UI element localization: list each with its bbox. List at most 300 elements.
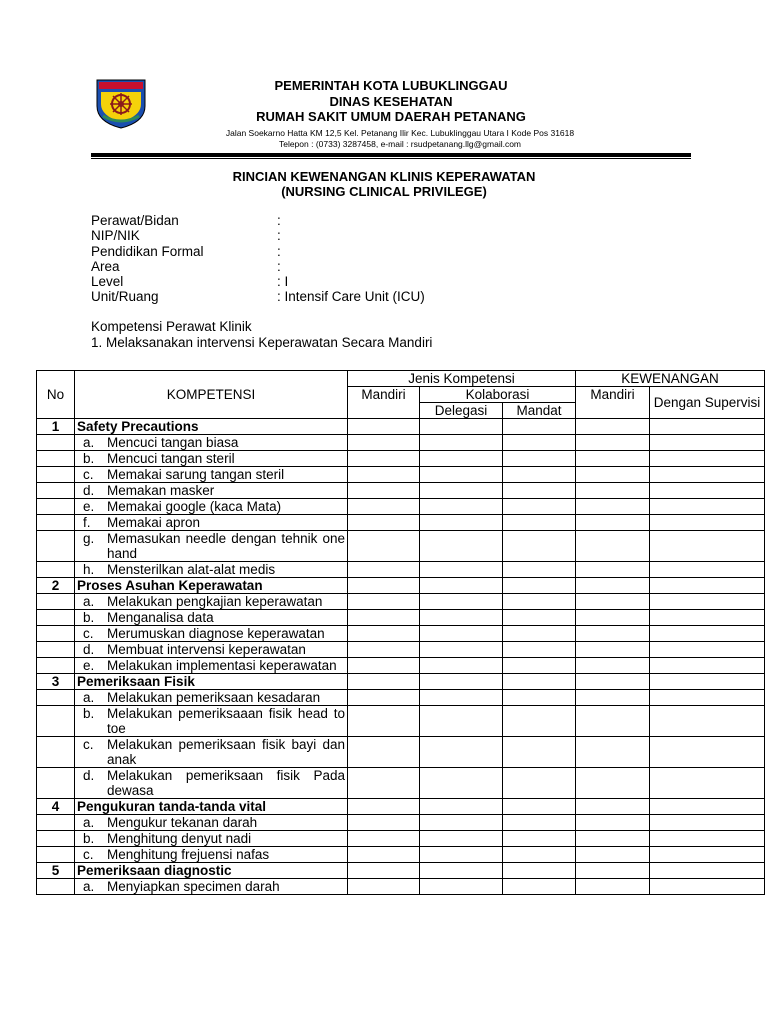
list-item <box>77 768 345 798</box>
checkbox-cell[interactable] <box>503 863 576 879</box>
checkbox-cell[interactable] <box>348 483 420 499</box>
item-letter: b. <box>83 610 95 625</box>
checkbox-cell[interactable] <box>576 642 650 658</box>
group-number: 2 <box>37 578 75 594</box>
group-name: Proses Asuhan Keperawatan <box>75 578 348 594</box>
checkbox-cell[interactable] <box>650 483 765 499</box>
doc-title: RINCIAN KEWENANGAN KLINIS KEPERAWATAN <box>232 169 536 184</box>
item-letter: g. <box>83 531 95 546</box>
checkbox-cell[interactable] <box>420 531 503 562</box>
header-supervisi: Dengan Supervisi <box>650 387 765 419</box>
field-row <box>91 259 425 274</box>
checkbox-cell[interactable] <box>576 483 650 499</box>
checkbox-cell[interactable] <box>348 499 420 515</box>
table-row <box>37 863 765 879</box>
checkbox-cell[interactable] <box>650 419 765 435</box>
checkbox-cell[interactable] <box>348 799 420 815</box>
list-item <box>77 847 345 862</box>
checkbox-cell[interactable] <box>503 594 576 610</box>
checkbox-cell[interactable] <box>503 562 576 578</box>
checkbox-cell[interactable] <box>650 435 765 451</box>
item-cell <box>75 658 348 674</box>
item-letter: a. <box>83 594 95 609</box>
item-cell <box>75 594 348 610</box>
checkbox-cell[interactable] <box>503 690 576 706</box>
identity-fields <box>91 213 425 305</box>
checkbox-cell[interactable] <box>420 435 503 451</box>
table-row <box>37 562 765 578</box>
item-letter: c. <box>83 847 94 862</box>
city-logo <box>93 76 149 130</box>
group-name: Pemeriksaan Fisik <box>75 674 348 690</box>
checkbox-cell[interactable] <box>576 435 650 451</box>
checkbox-cell[interactable] <box>576 690 650 706</box>
checkbox-cell[interactable] <box>503 831 576 847</box>
list-item <box>77 626 345 641</box>
checkbox-cell[interactable] <box>650 706 765 737</box>
table-row <box>37 847 765 863</box>
checkbox-cell[interactable] <box>576 815 650 831</box>
field-row <box>91 289 425 304</box>
checkbox-cell[interactable] <box>650 467 765 483</box>
item-cell <box>75 451 348 467</box>
group-name: Pemeriksaan diagnostic <box>75 863 348 879</box>
field-row <box>91 244 425 259</box>
table-row <box>37 706 765 737</box>
header-mandiri: Mandiri <box>348 387 420 419</box>
field-value: : <box>277 213 281 228</box>
checkbox-cell[interactable] <box>420 562 503 578</box>
checkbox-cell[interactable] <box>650 831 765 847</box>
checkbox-cell[interactable] <box>503 610 576 626</box>
item-text: Melakukan pemeriksaan kesadaran <box>107 690 321 705</box>
list-item <box>77 690 345 705</box>
empty-no-cell <box>37 626 75 642</box>
field-label: Unit/Ruang <box>91 289 159 305</box>
header-government: PEMERINTAH KOTA LUBUKLINGGAU <box>274 78 508 93</box>
item-text: Mencuci tangan biasa <box>107 435 239 450</box>
checkbox-cell[interactable] <box>420 658 503 674</box>
checkbox-cell[interactable] <box>576 768 650 799</box>
group-number: 4 <box>37 799 75 815</box>
checkbox-cell[interactable] <box>348 863 420 879</box>
field-value: : <box>277 258 281 274</box>
checkbox-cell[interactable] <box>420 768 503 799</box>
checkbox-cell[interactable] <box>348 435 420 451</box>
checkbox-cell[interactable] <box>503 499 576 515</box>
empty-no-cell <box>37 706 75 737</box>
item-text: Membuat intervensi keperawatan <box>107 642 306 657</box>
field-row <box>91 228 425 243</box>
item-letter: a. <box>83 690 95 705</box>
checkbox-cell[interactable] <box>503 658 576 674</box>
checkbox-cell[interactable] <box>420 737 503 768</box>
item-cell <box>75 831 348 847</box>
checkbox-cell[interactable] <box>503 515 576 531</box>
field-label: Pendidikan Formal <box>91 243 204 259</box>
checkbox-cell[interactable] <box>503 768 576 799</box>
header-kompetensi: KOMPETENSI <box>75 371 348 419</box>
checkbox-cell[interactable] <box>576 515 650 531</box>
table-row <box>37 879 765 895</box>
empty-no-cell <box>37 815 75 831</box>
empty-no-cell <box>37 435 75 451</box>
list-item <box>77 737 345 767</box>
checkbox-cell[interactable] <box>650 531 765 562</box>
header-kolaborasi: Kolaborasi <box>420 387 576 403</box>
checkbox-cell[interactable] <box>650 578 765 594</box>
item-cell <box>75 706 348 737</box>
item-cell <box>75 690 348 706</box>
empty-no-cell <box>37 499 75 515</box>
list-item <box>77 562 345 577</box>
empty-no-cell <box>37 467 75 483</box>
checkbox-cell[interactable] <box>348 626 420 642</box>
empty-no-cell <box>37 483 75 499</box>
checkbox-cell[interactable] <box>420 610 503 626</box>
checkbox-cell[interactable] <box>650 562 765 578</box>
item-letter: e. <box>83 658 95 673</box>
checkbox-cell[interactable] <box>348 594 420 610</box>
field-value: : <box>277 228 281 244</box>
table-row <box>37 594 765 610</box>
item-cell <box>75 483 348 499</box>
checkbox-cell[interactable] <box>576 658 650 674</box>
list-item <box>77 499 345 514</box>
checkbox-cell[interactable] <box>576 674 650 690</box>
checkbox-cell[interactable] <box>576 799 650 815</box>
checkbox-cell[interactable] <box>503 879 576 895</box>
item-cell <box>75 737 348 768</box>
checkbox-cell[interactable] <box>348 578 420 594</box>
checkbox-cell[interactable] <box>348 847 420 863</box>
checkbox-cell[interactable] <box>576 706 650 737</box>
checkbox-cell[interactable] <box>420 642 503 658</box>
section-heading: Kompetensi Perawat Klinik <box>91 319 252 334</box>
item-text: Memasukan needle dengan tehnik one hand <box>107 531 345 561</box>
checkbox-cell[interactable] <box>348 451 420 467</box>
checkbox-cell[interactable] <box>576 578 650 594</box>
group-number: 3 <box>37 674 75 690</box>
table-row <box>37 799 765 815</box>
list-item <box>77 531 345 561</box>
header-kw-mandiri: Mandiri <box>576 387 650 419</box>
item-text: Memakai sarung tangan steril <box>107 467 285 482</box>
checkbox-cell[interactable] <box>420 879 503 895</box>
checkbox-cell[interactable] <box>420 467 503 483</box>
item-letter: b. <box>83 706 95 721</box>
empty-no-cell <box>37 531 75 562</box>
checkbox-cell[interactable] <box>576 531 650 562</box>
item-letter: a. <box>83 879 95 894</box>
field-value: : Intensif Care Unit (ICU) <box>277 289 425 305</box>
checkbox-cell[interactable] <box>420 831 503 847</box>
competency-table <box>36 370 765 895</box>
field-label: NIP/NIK <box>91 228 140 244</box>
checkbox-cell[interactable] <box>576 863 650 879</box>
checkbox-cell[interactable] <box>576 451 650 467</box>
checkbox-cell[interactable] <box>348 467 420 483</box>
checkbox-cell[interactable] <box>650 642 765 658</box>
group-name: Safety Precautions <box>75 419 348 435</box>
list-item <box>77 815 345 830</box>
checkbox-cell[interactable] <box>650 737 765 768</box>
field-row <box>91 274 425 289</box>
item-text: Mengukur tekanan darah <box>107 815 258 830</box>
item-text: Mencuci tangan steril <box>107 451 235 466</box>
table-row <box>37 658 765 674</box>
item-text: Menganalisa data <box>107 610 214 625</box>
checkbox-cell[interactable] <box>650 768 765 799</box>
group-number: 5 <box>37 863 75 879</box>
table-body <box>37 419 765 895</box>
checkbox-cell[interactable] <box>650 658 765 674</box>
item-letter: c. <box>83 467 94 482</box>
item-cell <box>75 610 348 626</box>
checkbox-cell[interactable] <box>503 626 576 642</box>
empty-no-cell <box>37 831 75 847</box>
checkbox-cell[interactable] <box>650 879 765 895</box>
table-row <box>37 451 765 467</box>
item-text: Memakai google (kaca Mata) <box>107 499 282 514</box>
item-text: Melakukan pemeriksaaan fisik head to toe <box>107 706 345 736</box>
checkbox-cell[interactable] <box>348 815 420 831</box>
checkbox-cell[interactable] <box>576 737 650 768</box>
header-rule-thick <box>91 153 691 157</box>
header-department: DINAS KESEHATAN <box>329 94 453 109</box>
item-text: Memakai apron <box>107 515 201 530</box>
checkbox-cell[interactable] <box>348 674 420 690</box>
table-row <box>37 435 765 451</box>
checkbox-cell[interactable] <box>576 610 650 626</box>
table-row <box>37 768 765 799</box>
header-address: Jalan Soekarno Hatta KM 12,5 Kel. Petanang Ilir Kec. Lubuklinggau Utara I Kode Pos 31618 <box>225 128 575 138</box>
checkbox-cell[interactable] <box>348 515 420 531</box>
item-letter: c. <box>83 737 94 752</box>
checkbox-cell[interactable] <box>348 879 420 895</box>
checkbox-cell[interactable] <box>650 610 765 626</box>
checkbox-cell[interactable] <box>420 706 503 737</box>
checkbox-cell[interactable] <box>348 531 420 562</box>
item-cell <box>75 499 348 515</box>
table-row <box>37 467 765 483</box>
header-hospital: RUMAH SAKIT UMUM DAERAH PETANANG <box>256 109 526 124</box>
checkbox-cell[interactable] <box>420 690 503 706</box>
checkbox-cell[interactable] <box>420 578 503 594</box>
list-item <box>77 451 345 466</box>
item-letter: d. <box>83 768 95 783</box>
table-row <box>37 483 765 499</box>
checkbox-cell[interactable] <box>503 706 576 737</box>
item-cell <box>75 642 348 658</box>
header-delegasi: Delegasi <box>420 403 503 419</box>
checkbox-cell[interactable] <box>348 658 420 674</box>
table-row <box>37 831 765 847</box>
item-cell <box>75 626 348 642</box>
checkbox-cell[interactable] <box>348 690 420 706</box>
item-letter: e. <box>83 499 95 514</box>
list-item <box>77 483 345 498</box>
list-item <box>77 879 345 894</box>
empty-no-cell <box>37 610 75 626</box>
checkbox-cell[interactable] <box>420 499 503 515</box>
item-cell <box>75 847 348 863</box>
empty-no-cell <box>37 562 75 578</box>
table-row <box>37 674 765 690</box>
item-letter: a. <box>83 815 95 830</box>
header-no: No <box>37 371 75 419</box>
checkbox-cell[interactable] <box>650 847 765 863</box>
checkbox-cell[interactable] <box>503 483 576 499</box>
item-cell <box>75 531 348 562</box>
checkbox-cell[interactable] <box>650 674 765 690</box>
item-text: Melakukan pengkajian keperawatan <box>107 594 323 609</box>
checkbox-cell[interactable] <box>420 594 503 610</box>
checkbox-cell[interactable] <box>503 451 576 467</box>
checkbox-cell[interactable] <box>650 863 765 879</box>
item-cell <box>75 467 348 483</box>
list-item <box>77 610 345 625</box>
checkbox-cell[interactable] <box>348 642 420 658</box>
checkbox-cell[interactable] <box>348 831 420 847</box>
checkbox-cell[interactable] <box>650 815 765 831</box>
checkbox-cell[interactable] <box>503 531 576 562</box>
checkbox-cell[interactable] <box>420 863 503 879</box>
item-letter: b. <box>83 451 95 466</box>
item-cell <box>75 879 348 895</box>
checkbox-cell[interactable] <box>348 562 420 578</box>
checkbox-cell[interactable] <box>576 419 650 435</box>
empty-no-cell <box>37 847 75 863</box>
list-item <box>77 706 345 736</box>
checkbox-cell[interactable] <box>650 451 765 467</box>
checkbox-cell[interactable] <box>503 642 576 658</box>
checkbox-cell[interactable] <box>576 499 650 515</box>
item-text: Melakukan pemeriksaan fisik Pada dewasa <box>107 768 345 798</box>
table-row <box>37 578 765 594</box>
item-text: Melakukan pemeriksaan fisik bayi dan anak <box>107 737 345 767</box>
checkbox-cell[interactable] <box>503 737 576 768</box>
item-text: Merumuskan diagnose keperawatan <box>107 626 325 641</box>
empty-no-cell <box>37 515 75 531</box>
group-name: Pengukuran tanda-tanda vital <box>75 799 348 815</box>
checkbox-cell[interactable] <box>420 799 503 815</box>
item-letter: c. <box>83 626 94 641</box>
empty-no-cell <box>37 737 75 768</box>
list-item <box>77 515 345 530</box>
checkbox-cell[interactable] <box>420 483 503 499</box>
checkbox-cell[interactable] <box>420 419 503 435</box>
empty-no-cell <box>37 690 75 706</box>
table-row <box>37 499 765 515</box>
checkbox-cell[interactable] <box>348 768 420 799</box>
checkbox-cell[interactable] <box>576 847 650 863</box>
item-letter: d. <box>83 483 95 498</box>
empty-no-cell <box>37 451 75 467</box>
checkbox-cell[interactable] <box>503 847 576 863</box>
checkbox-cell[interactable] <box>503 578 576 594</box>
field-label: Level <box>91 274 124 290</box>
checkbox-cell[interactable] <box>576 831 650 847</box>
checkbox-cell[interactable] <box>650 799 765 815</box>
list-item <box>77 658 345 673</box>
field-value: : <box>277 243 281 259</box>
checkbox-cell[interactable] <box>503 799 576 815</box>
item-letter: a. <box>83 435 95 450</box>
checkbox-cell[interactable] <box>576 562 650 578</box>
checkbox-cell[interactable] <box>420 626 503 642</box>
table-row <box>37 690 765 706</box>
doc-subtitle: (NURSING CLINICAL PRIVILEGE) <box>281 184 487 199</box>
checkbox-cell[interactable] <box>420 674 503 690</box>
list-item <box>77 435 345 450</box>
checkbox-cell[interactable] <box>348 706 420 737</box>
checkbox-cell[interactable] <box>576 467 650 483</box>
field-row <box>91 213 425 228</box>
table-row <box>37 815 765 831</box>
header-phone: Telepon : (0733) 3287458, e-mail : rsudpetanang.llg@gmail.com <box>278 139 522 149</box>
list-item <box>77 642 345 657</box>
checkbox-cell[interactable] <box>503 419 576 435</box>
item-cell <box>75 815 348 831</box>
checkbox-cell[interactable] <box>576 879 650 895</box>
empty-no-cell <box>37 642 75 658</box>
checkbox-cell[interactable] <box>348 610 420 626</box>
checkbox-cell[interactable] <box>420 847 503 863</box>
checkbox-cell[interactable] <box>576 594 650 610</box>
field-value: : I <box>277 274 289 290</box>
item-text: Melakukan implementasi keperawatan <box>107 658 337 673</box>
checkbox-cell[interactable] <box>650 515 765 531</box>
checkbox-cell[interactable] <box>348 419 420 435</box>
checkbox-cell[interactable] <box>420 815 503 831</box>
checkbox-cell[interactable] <box>503 815 576 831</box>
checkbox-cell[interactable] <box>650 594 765 610</box>
checkbox-cell[interactable] <box>503 435 576 451</box>
list-item <box>77 594 345 609</box>
list-item <box>77 467 345 482</box>
checkbox-cell[interactable] <box>576 626 650 642</box>
header-rule-thin <box>91 158 691 159</box>
checkbox-cell[interactable] <box>420 515 503 531</box>
item-text: Menghitung frejuensi nafas <box>107 847 270 862</box>
header-jenis: Jenis Kompetensi <box>348 371 576 387</box>
checkbox-cell[interactable] <box>650 690 765 706</box>
list-item <box>77 831 345 846</box>
checkbox-cell[interactable] <box>650 499 765 515</box>
empty-no-cell <box>37 594 75 610</box>
checkbox-cell[interactable] <box>650 626 765 642</box>
table-row <box>37 642 765 658</box>
group-number: 1 <box>37 419 75 435</box>
checkbox-cell[interactable] <box>348 737 420 768</box>
table-row <box>37 515 765 531</box>
item-cell <box>75 435 348 451</box>
item-cell <box>75 768 348 799</box>
item-cell <box>75 515 348 531</box>
field-label: Perawat/Bidan <box>91 213 179 228</box>
table-row <box>37 626 765 642</box>
item-letter: f. <box>83 515 91 530</box>
checkbox-cell[interactable] <box>420 451 503 467</box>
table-row <box>37 419 765 435</box>
field-label: Area <box>91 258 120 274</box>
empty-no-cell <box>37 768 75 799</box>
item-cell <box>75 562 348 578</box>
checkbox-cell[interactable] <box>503 467 576 483</box>
checkbox-cell[interactable] <box>503 674 576 690</box>
header-mandat: Mandat <box>503 403 576 419</box>
